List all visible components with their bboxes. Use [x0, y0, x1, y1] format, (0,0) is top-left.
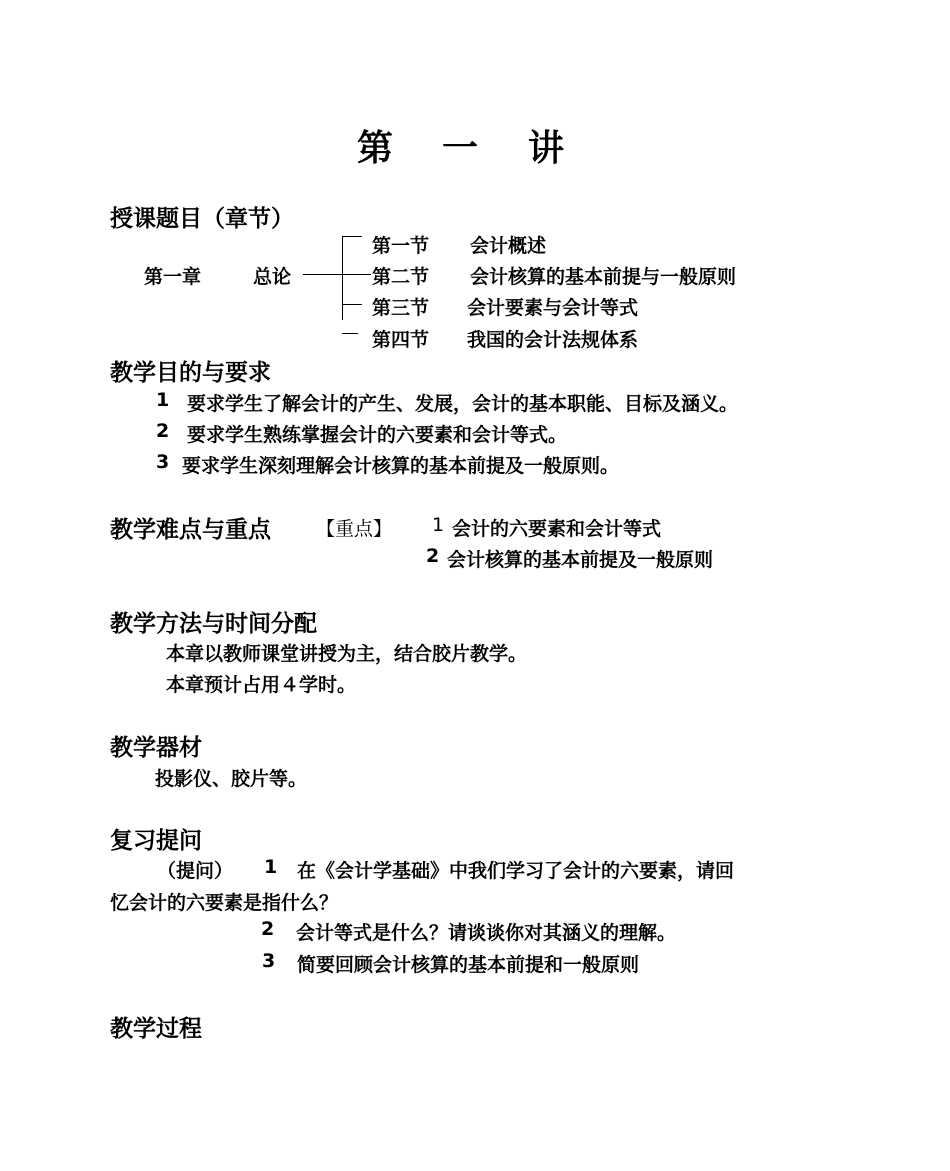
title-char-2: 一	[442, 128, 479, 169]
review-q1-line-1: 在《会计学基础》中我们学习了会计的六要素，请回	[297, 860, 735, 882]
review-q2-num: 2	[261, 918, 275, 940]
review-q1-num: 1	[264, 856, 278, 878]
methods-line-1: 本章以教师课堂讲授为主，结合胶片教学。	[166, 643, 528, 665]
section-3-name: 会计要素与会计等式	[467, 297, 639, 319]
key-point-2-num: 2	[426, 545, 440, 567]
review-tag: （提问）	[157, 860, 234, 882]
review-heading: 复习提问	[110, 828, 202, 854]
section-1-name: 会计概述	[470, 235, 547, 257]
section-2-name: 会计核算的基本前提与一般原则	[470, 266, 737, 288]
objective-2-num: 2	[156, 420, 170, 442]
equipment-heading: 教学器材	[110, 735, 202, 761]
review-q2-text: 会计等式是什么？请谈谈你对其涵义的理解。	[296, 922, 677, 944]
bracket-tick-3	[342, 304, 362, 305]
bracket-tick-4	[342, 333, 358, 334]
chapter-label: 第一章	[144, 266, 202, 288]
key-points-tag: 【重点】	[316, 518, 393, 540]
methods-line-2: 本章预计占用４学时。	[166, 674, 357, 696]
objective-2-text: 要求学生熟练掌握会计的六要素和会计等式。	[187, 424, 568, 446]
objective-1-num: 1	[156, 389, 170, 411]
section-1-num: 第一节	[372, 235, 430, 257]
review-q3-text: 简要回顾会计核算的基本前提和一般原则	[297, 954, 640, 976]
section-2-num: 第二节	[372, 266, 430, 288]
title-char-3: 讲	[528, 128, 565, 169]
course-topic-heading: 授课题目（章节）	[110, 206, 294, 232]
key-points-heading: 教学难点与重点	[110, 517, 271, 543]
key-point-2-text: 会计核算的基本前提及一般原则	[447, 549, 714, 571]
key-point-1-text: 会计的六要素和会计等式	[452, 518, 662, 540]
title-char-1: 第	[357, 128, 394, 169]
section-4-num: 第四节	[372, 329, 430, 351]
section-3-num: 第三节	[372, 297, 430, 319]
methods-heading: 教学方法与时间分配	[110, 611, 317, 637]
process-heading: 教学过程	[110, 1016, 202, 1042]
objective-1-text: 要求学生了解会计的产生、发展，会计的基本职能、目标及涵义。	[187, 393, 739, 415]
objectives-heading: 教学目的与要求	[110, 360, 271, 386]
bracket-horizontal-main	[303, 274, 371, 275]
section-4-name: 我国的会计法规体系	[467, 329, 639, 351]
chapter-name: 总论	[253, 266, 292, 288]
page-title	[0, 120, 950, 169]
bracket-tick-1	[342, 236, 362, 237]
equipment-text: 投影仪、胶片等。	[155, 768, 308, 790]
review-q3-num: 3	[262, 950, 276, 972]
key-point-1-num: 1	[432, 514, 445, 536]
objective-3-text: 要求学生深刻理解会计核算的基本前提及一般原则。	[182, 455, 620, 477]
review-q1-line-2: 忆会计的六要素是指什么？	[110, 892, 339, 914]
objective-3-num: 3	[156, 451, 170, 473]
bracket-vertical	[342, 236, 343, 320]
